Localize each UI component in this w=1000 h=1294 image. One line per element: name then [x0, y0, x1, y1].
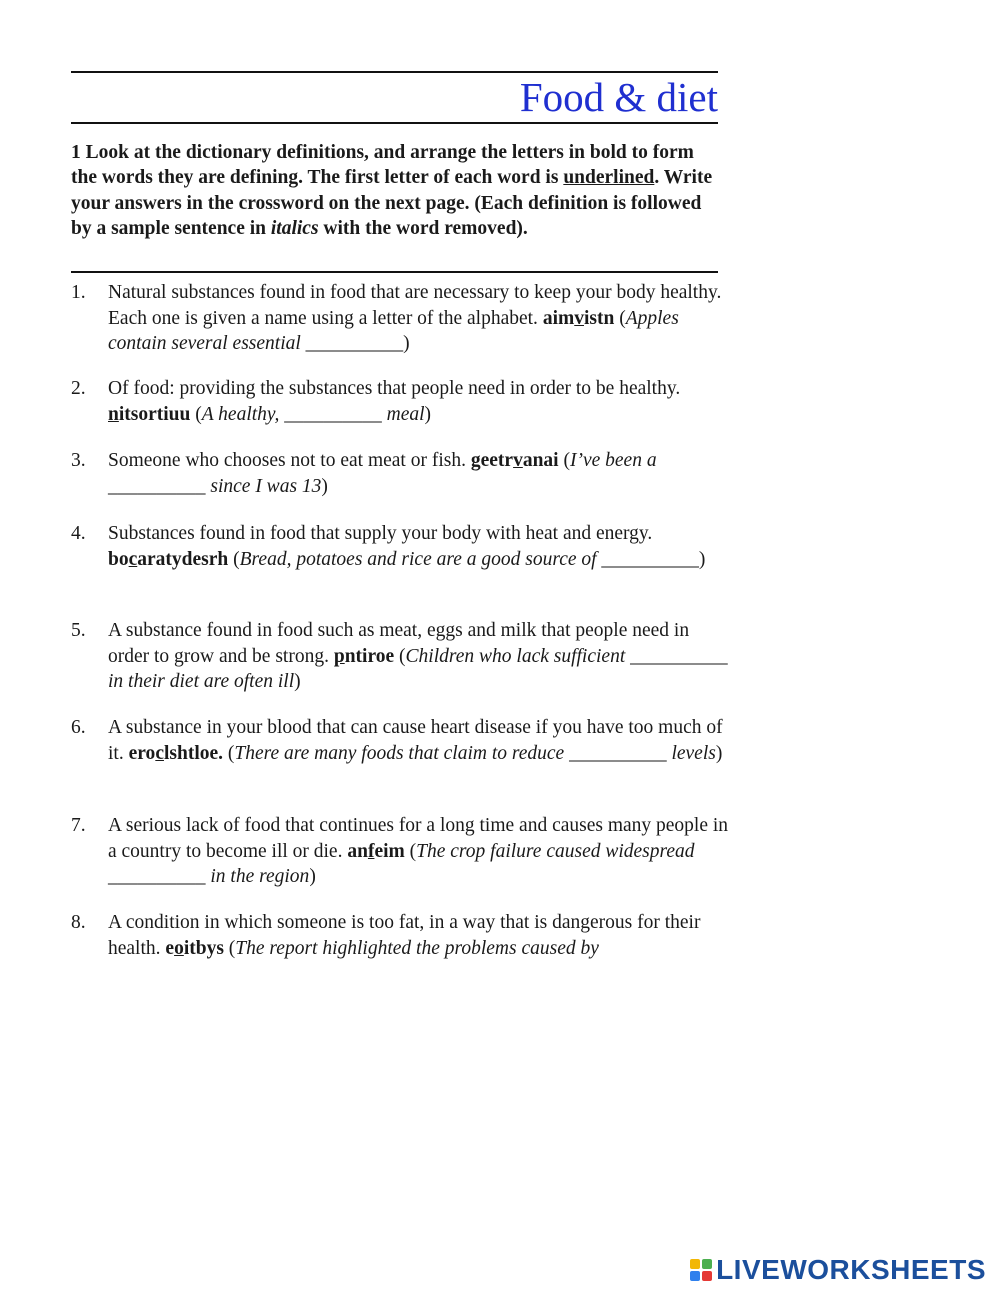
- item-number: 7.: [71, 815, 86, 836]
- item-definition: Substances found in food that supply your body with heat and energy.: [108, 523, 653, 544]
- item-number: 4.: [71, 523, 86, 544]
- item-definition: Someone who chooses not to eat meat or fish.: [108, 450, 471, 471]
- first-letter: c: [128, 548, 138, 570]
- scrambled-word: pntiroe: [333, 645, 395, 667]
- definition-item-4: 4. Substances found in food that supply your body with heat and energy. bocaratydesrh (Bread, potatoes and rice are a good source of __________): [71, 523, 706, 570]
- definition-item-6: 6. A substance in your blood that can cause heart disease if you have too much of it. eroclshtloe. (There are many foods that claim to reduce __________ levels): [71, 717, 723, 764]
- item-definition: Natural substances found in food that are necessary to keep your body healthy. Each one is given a name using a letter of the alphabet.: [108, 282, 722, 329]
- instructions-italic-word: italics: [270, 217, 319, 239]
- first-letter: p: [333, 645, 345, 667]
- title-rule: [71, 122, 718, 124]
- scrambled-word: nitsortiuu: [108, 403, 191, 425]
- scrambled-word: anfeim: [347, 840, 405, 862]
- sample-sentence: Children who lack sufficient __________ in their diet are often ill: [108, 645, 728, 692]
- sample-sentence: The report highlighted the problems caused by: [235, 937, 599, 959]
- liveworksheets-logo[interactable]: [690, 1254, 986, 1286]
- instructions-text: . Write your answers in the crossword on the next page. (Each definition is followed by a sample sentence in: [71, 167, 713, 239]
- scrambled-word: geetrvanai: [470, 450, 559, 471]
- item-definition: A substance found in food such as meat, eggs and milk that people need in order to grow and be strong.: [108, 620, 690, 667]
- definition-item-1: 1. Natural substances found in food that are necessary to keep your body healthy. Each one is given a name using a letter of the alphabet. aimvistn (Apples contain several essential __________): [71, 282, 722, 354]
- page-title: Food & diet: [519, 74, 718, 120]
- sample-sentence: Bread, potatoes and rice are a good source of __________: [239, 548, 699, 570]
- item-number: 3.: [71, 450, 86, 471]
- instructions-text: with the word removed).: [318, 217, 528, 239]
- scrambled-word: eroclshtloe.: [128, 742, 224, 764]
- sample-sentence: There are many foods that claim to reduce __________ levels: [234, 742, 716, 764]
- item-number: 6.: [71, 717, 86, 738]
- item-number: 8.: [71, 912, 86, 933]
- item-definition: A substance in your blood that can cause heart disease if you have too much of it.: [108, 717, 723, 764]
- logo-text: LIVEWORKSHEETS: [716, 1254, 986, 1285]
- item-number: 2.: [71, 378, 86, 399]
- sample-sentence: The crop failure caused widespread __________ in the region: [108, 840, 695, 887]
- item-definition: Of food: providing the substances that people need in order to be healthy.: [108, 378, 681, 399]
- definition-item-7: 7. A serious lack of food that continues for a long time and causes many people in a country to become ill or die. anfeim (The crop failure caused widespread __________ in the region): [71, 815, 729, 887]
- item-number: 1.: [71, 282, 86, 303]
- definition-item-3: 3. Someone who chooses not to eat meat or fish. geetrvanai (I’ve been a __________ since I was 13): [71, 450, 657, 497]
- scrambled-word: bocaratydesrh: [108, 548, 229, 570]
- logo-square: [690, 1271, 700, 1281]
- definition-item-8: 8. A condition in which someone is too fat, in a way that is dangerous for their health. eoitbys (The report highlighted the problems caused by: [71, 912, 701, 959]
- first-letter: o: [174, 937, 184, 959]
- scrambled-word: aimvistn: [542, 307, 615, 329]
- first-letter: c: [155, 742, 164, 764]
- first-letter: n: [108, 403, 119, 425]
- scrambled-word: eoitbys: [165, 937, 224, 959]
- logo-square: [702, 1259, 712, 1269]
- logo-square: [690, 1259, 700, 1269]
- sample-sentence: A healthy, __________ meal: [201, 403, 425, 425]
- sample-sentence: I’ve been a __________ since I was 13: [108, 450, 657, 497]
- instructions-text: 1 Look at the dictionary definitions, and arrange the letters in bold to form the words they are defining. The first letter of each word is: [71, 142, 694, 189]
- first-letter: f: [367, 840, 375, 862]
- top-rule: [71, 71, 718, 73]
- first-letter: v: [513, 450, 523, 471]
- instructions: [71, 140, 721, 241]
- instructions-rule: [71, 271, 718, 273]
- definition-item-5: 5. A substance found in food such as meat, eggs and milk that people need in order to grow and be strong. pntiroe (Children who lack sufficient __________ in their diet are often ill): [71, 620, 728, 692]
- item-definition: A serious lack of food that continues for a long time and causes many people in a country to become ill or die.: [108, 815, 729, 862]
- logo-square: [702, 1271, 712, 1281]
- first-letter: v: [574, 307, 584, 329]
- sample-sentence: Apples contain several essential __________: [108, 307, 679, 354]
- liveworksheets-logo-icon: [690, 1259, 712, 1281]
- definition-item-2: 2. Of food: providing the substances that people need in order to be healthy. nitsortiuu (A healthy, __________ meal): [71, 378, 681, 425]
- item-number: 5.: [71, 620, 86, 641]
- item-definition: A condition in which someone is too fat, in a way that is dangerous for their health.: [108, 912, 701, 959]
- instructions-underlined-word: underlined: [563, 167, 655, 189]
